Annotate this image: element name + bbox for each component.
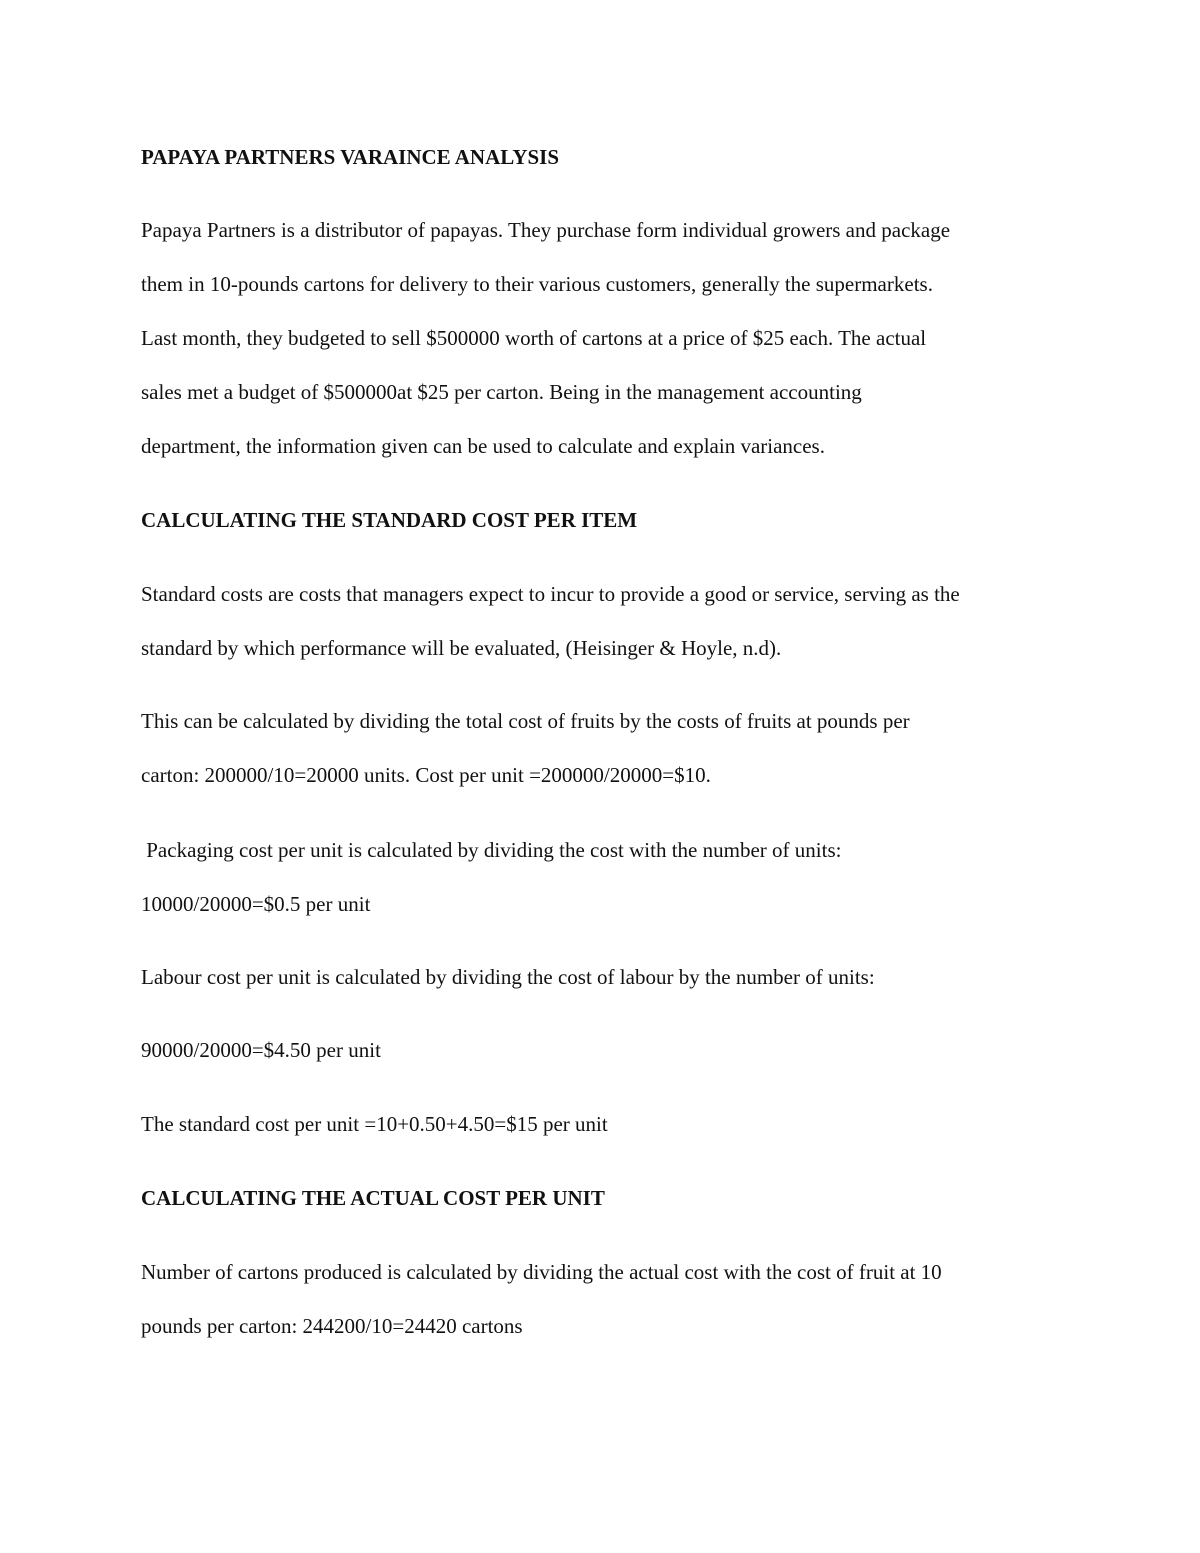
intro-paragraph	[141, 203, 1081, 473]
intro-line-5: department, the information given can be used to calculate and explain variances.	[141, 434, 825, 458]
document-title	[141, 130, 1081, 184]
section-heading-standard-cost	[141, 493, 1081, 547]
labour-calculation	[141, 1023, 1081, 1077]
packaging-calculation	[141, 823, 1081, 931]
units-line-1: This can be calculated by dividing the total cost of fruits by the costs of fruits at pounds per	[141, 709, 910, 733]
intro-line-2: them in 10-pounds cartons for delivery to their various customers, generally the supermarkets.	[141, 272, 933, 296]
title-line: PAPAYA PARTNERS VARAINCE ANALYSIS	[141, 145, 560, 169]
standard-cost-definition	[141, 567, 1081, 675]
standard-total-line: The standard cost per unit =10+0.50+4.50=$15 per unit	[141, 1112, 608, 1136]
packaging-line-1: Packaging cost per unit is calculated by dividing the cost with the number of units:	[141, 838, 842, 862]
section-heading-actual-cost	[141, 1171, 1081, 1225]
units-calculation	[141, 694, 1081, 802]
cartons-calculation	[141, 1245, 1081, 1353]
labour-calc-line: 90000/20000=$4.50 per unit	[141, 1038, 381, 1062]
section1-heading: CALCULATING THE STANDARD COST PER ITEM	[141, 508, 638, 532]
section2-heading: CALCULATING THE ACTUAL COST PER UNIT	[141, 1186, 605, 1210]
packaging-line-2: 10000/20000=$0.5 per unit	[141, 892, 371, 916]
definition-line-2: standard by which performance will be evaluated, (Heisinger & Hoyle, n.d).	[141, 636, 782, 660]
labour-description	[141, 950, 1081, 1004]
cartons-line-1: Number of cartons produced is calculated by dividing the actual cost with the cost of fruit at 10	[141, 1260, 942, 1284]
intro-line-4: sales met a budget of $500000at $25 per carton. Being in the management accounting	[141, 380, 862, 404]
standard-cost-total	[141, 1097, 1081, 1151]
definition-line-1: Standard costs are costs that managers expect to incur to provide a good or service, serving as the	[141, 582, 960, 606]
labour-line: Labour cost per unit is calculated by dividing the cost of labour by the number of units:	[141, 965, 875, 989]
units-line-2: carton: 200000/10=20000 units. Cost per unit =200000/20000=$10.	[141, 763, 711, 787]
cartons-line-2: pounds per carton: 244200/10=24420 cartons	[141, 1314, 523, 1338]
intro-line-3: Last month, they budgeted to sell $500000 worth of cartons at a price of $25 each. The actual	[141, 326, 927, 350]
intro-line-1: Papaya Partners is a distributor of papayas. They purchase form individual growers and package	[141, 218, 951, 242]
